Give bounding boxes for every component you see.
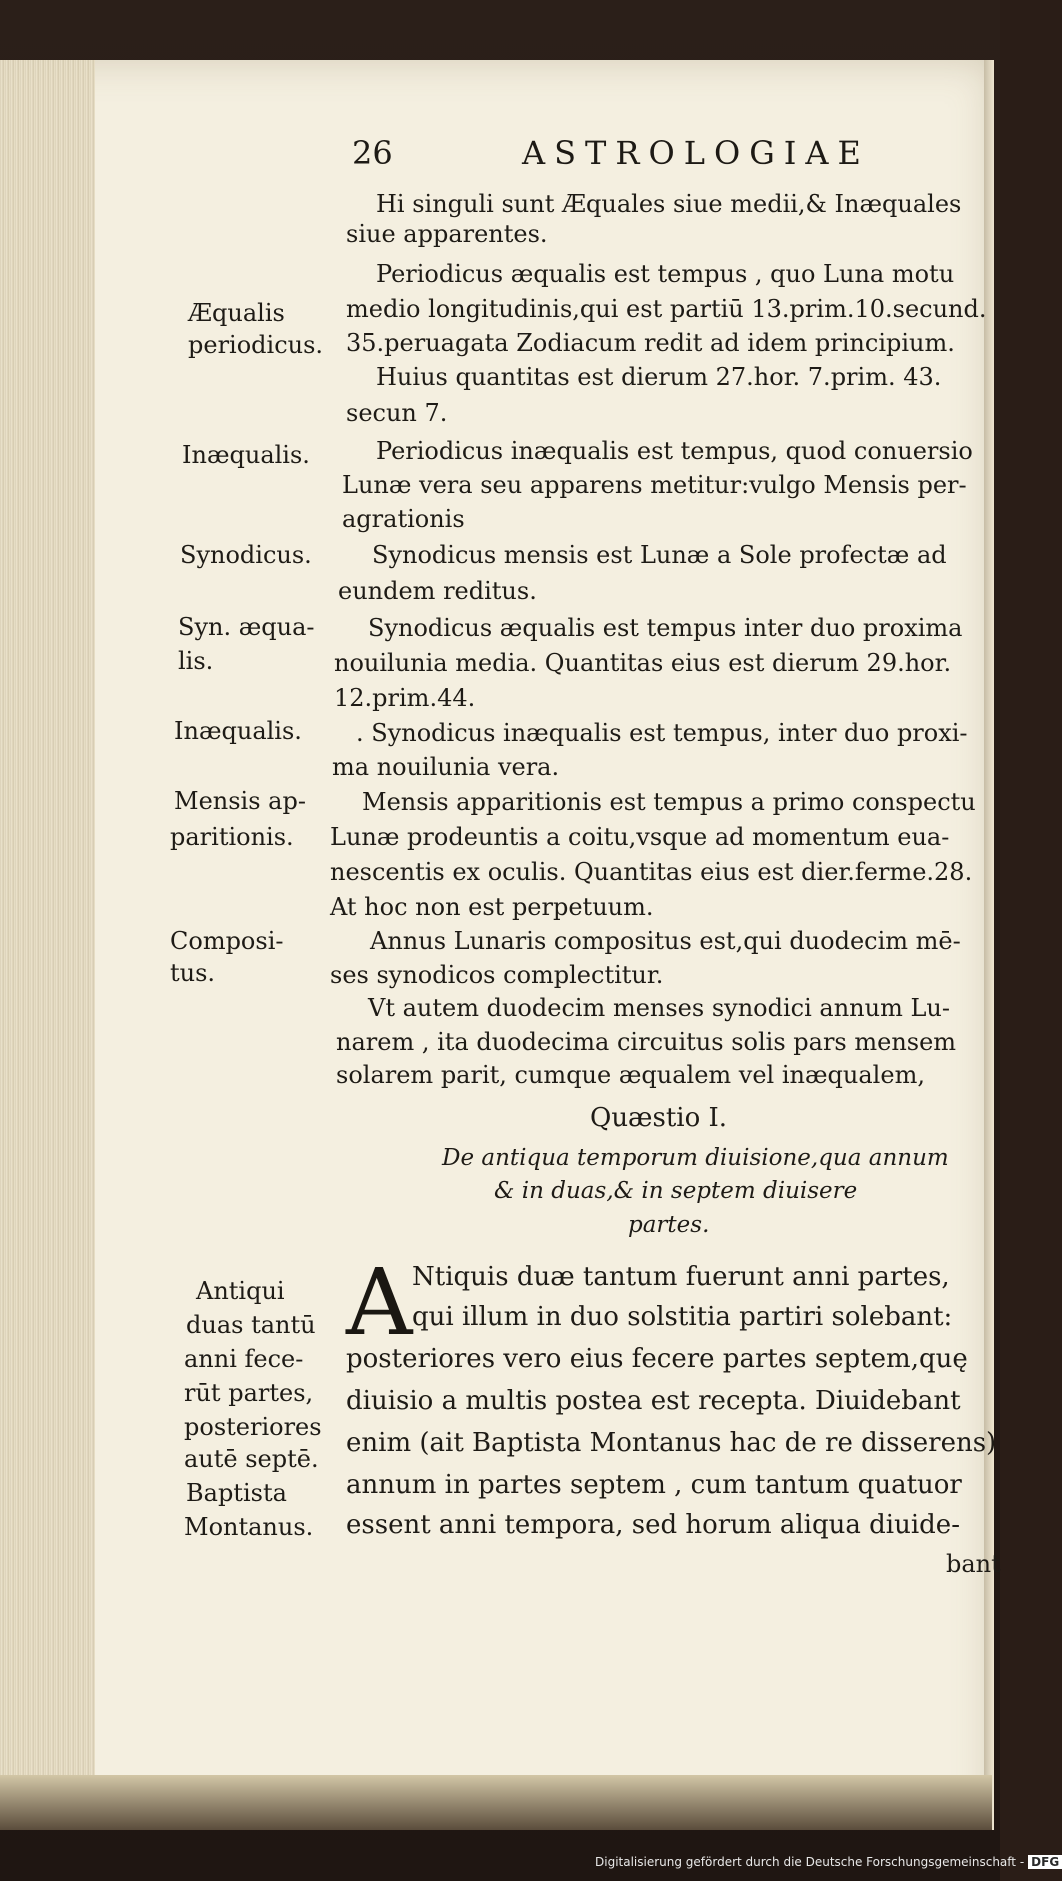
- paragraph-line: essent anni tempora, sed horum aliqua diuide-: [346, 1510, 960, 1540]
- subtitle-line: partes.: [628, 1212, 710, 1238]
- body-line: At hoc non est perpetuum.: [330, 893, 654, 921]
- subtitle-line: De antiqua temporum diuisione,qua annum: [442, 1145, 949, 1171]
- body-line: eundem reditus.: [338, 577, 537, 605]
- margin-note: tus.: [170, 959, 216, 987]
- margin-note: posteriores: [184, 1413, 322, 1441]
- body-line: Periodicus æqualis est tempus , quo Luna motu: [376, 260, 955, 288]
- subtitle-line: & in duas,& in septem diuisere: [494, 1178, 858, 1204]
- margin-note: Montanus.: [184, 1513, 314, 1541]
- section-title: Quæstio I.: [590, 1103, 728, 1133]
- body-line: nescentis ex oculis. Quantitas eius est dier.ferme.28.: [330, 858, 973, 886]
- body-line: ma nouilunia vera.: [332, 753, 560, 781]
- paragraph-line: posteriores vero eius fecere partes septem,quę: [346, 1344, 968, 1374]
- page-bottom-edge: [0, 1775, 992, 1830]
- page-header: [352, 134, 870, 174]
- body-line: agrationis: [342, 505, 465, 533]
- body-line: Lunæ prodeuntis a coitu,vsque ad momentum eua-: [330, 823, 950, 851]
- body-line: Synodicus mensis est Lunæ a Sole profectæ ad: [372, 541, 947, 569]
- margin-note: duas tantū: [186, 1311, 316, 1339]
- body-line: Annus Lunaris compositus est,qui duodecim mē-: [370, 927, 961, 955]
- margin-note: Inæqualis.: [182, 441, 310, 469]
- margin-note: lis.: [178, 647, 214, 675]
- margin-note: Æqualis: [188, 299, 285, 327]
- body-line: Mensis apparitionis est tempus a primo conspectu: [362, 788, 976, 816]
- body-line: Synodicus æqualis est tempus inter duo proxima: [368, 614, 963, 642]
- margin-note: Antiqui: [196, 1277, 285, 1305]
- margin-note: periodicus.: [188, 331, 324, 359]
- page-stack-left-edge: [0, 60, 95, 1830]
- paragraph-line: qui illum in duo solstitia partiri solebant:: [412, 1302, 953, 1332]
- margin-note: Mensis ap-: [174, 787, 306, 815]
- dfg-badge: DFG: [1028, 1855, 1062, 1869]
- body-line: siue apparentes.: [346, 220, 548, 248]
- margin-note: Inæqualis.: [174, 717, 302, 745]
- page-number: 26: [352, 134, 393, 172]
- body-line: 12.prim.44.: [334, 684, 476, 712]
- margin-note: rūt partes,: [184, 1379, 314, 1407]
- margin-note: Baptista: [186, 1479, 287, 1507]
- body-line: Hi singuli sunt Æquales siue medii,& Inæquales: [376, 190, 962, 218]
- body-line: Periodicus inæqualis est tempus, quod conuersio: [376, 437, 973, 465]
- body-line: narem , ita duodecima circuitus solis pars mensem: [336, 1028, 957, 1056]
- credit-text: Digitalisierung gefördert durch die Deutsche Forschungsgemeinschaft -: [595, 1855, 1025, 1869]
- paragraph-line: Ntiquis duæ tantum fuerunt anni partes,: [412, 1262, 950, 1292]
- margin-note: Synodicus.: [180, 541, 312, 569]
- margin-note: anni fece-: [184, 1345, 304, 1373]
- body-line: solarem parit, cumque æqualem vel inæqualem,: [336, 1061, 925, 1089]
- margin-note: autē septē.: [184, 1445, 319, 1473]
- body-line: Vt autem duodecim menses synodici annum Lu-: [368, 994, 950, 1022]
- body-line: secun 7.: [346, 399, 448, 427]
- margin-note: paritionis.: [170, 823, 294, 851]
- body-line: nouilunia media. Quantitas eius est dierum 29.hor.: [334, 649, 952, 677]
- body-line: 35.peruagata Zodiacum redit ad idem principium.: [346, 329, 955, 357]
- paragraph-line: annum in partes septem , cum tantum quatuor: [346, 1470, 962, 1500]
- running-title: ASTROLOGIAE: [522, 134, 870, 172]
- body-line: . Synodicus inæqualis est tempus, inter duo proxi-: [356, 719, 968, 747]
- digitization-credit: [595, 1855, 1062, 1869]
- paragraph-line: bant: [946, 1550, 1001, 1578]
- margin-note: Syn. æqua-: [178, 613, 315, 641]
- body-line: Lunæ vera seu apparens metitur:vulgo Mensis per-: [342, 471, 967, 499]
- margin-note: Composi-: [170, 927, 284, 955]
- paragraph-line: enim (ait Baptista Montanus hac de re disserens): [346, 1428, 997, 1458]
- drop-cap: A: [346, 1249, 413, 1356]
- paragraph-line: diuisio a multis postea est recepta. Diuidebant: [346, 1386, 961, 1416]
- body-line: Huius quantitas est dierum 27.hor. 7.prim. 43.: [376, 363, 942, 391]
- body-line: medio longitudinis,qui est partiū 13.prim.10.secund.: [346, 295, 987, 323]
- body-line: ses synodicos complectitur.: [330, 961, 664, 989]
